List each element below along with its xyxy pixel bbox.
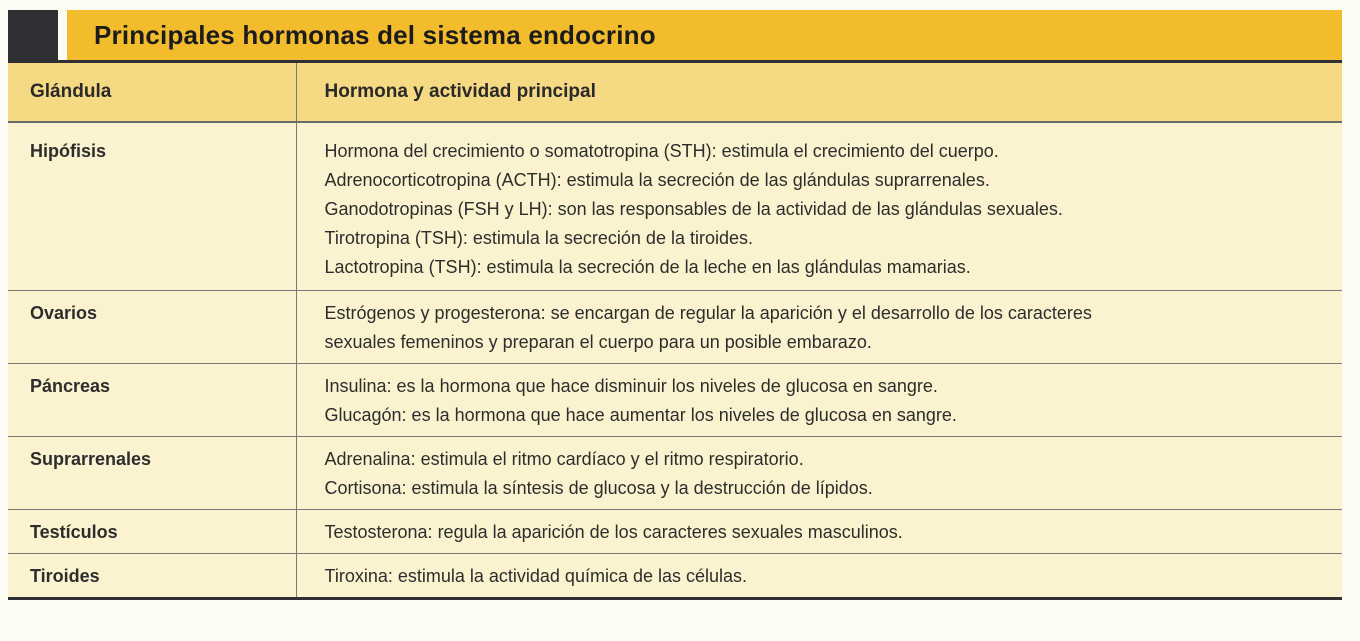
header-gland: Glándula — [8, 62, 296, 123]
table-row — [8, 364, 1342, 437]
table-row — [8, 437, 1342, 510]
hormone-line: Glucagón: es la hormona que hace aumentar los niveles de glucosa en sangre. — [324, 405, 957, 425]
hormone-line: Adrenocorticotropina (ACTH): estimula la secreción de las glándulas suprarrenales. — [324, 170, 990, 190]
table-header — [8, 62, 1342, 123]
hormone-line: Adrenalina: estimula el ritmo cardíaco y el ritmo respiratorio. — [324, 449, 804, 469]
hormone-cell — [296, 437, 1342, 510]
table-row — [8, 122, 1342, 291]
hormone-line: Ganodotropinas (FSH y LH): son las responsables de la actividad de las glándulas sexuales. — [324, 199, 1063, 219]
hormone-line: sexuales femeninos y preparan el cuerpo para un posible embarazo. — [324, 332, 872, 352]
gland-cell: Tiroides — [8, 554, 296, 599]
hormone-cell — [296, 122, 1342, 291]
title-bar — [8, 10, 1342, 60]
hormone-cell — [296, 364, 1342, 437]
hormone-cell — [296, 554, 1342, 599]
page-title: Principales hormonas del sistema endocrino — [94, 19, 656, 50]
gland-cell: Testículos — [8, 510, 296, 554]
hormone-table-container — [8, 60, 1342, 600]
title-banner — [67, 10, 1342, 60]
header-row — [8, 62, 1342, 123]
gland-cell: Páncreas — [8, 364, 296, 437]
hormone-line: Estrógenos y progesterona: se encargan de regular la aparición y el desarrollo de los caracteres — [324, 303, 1092, 323]
table-body — [8, 122, 1342, 599]
gland-cell: Hipófisis — [8, 122, 296, 291]
hormone-table — [8, 60, 1342, 600]
hormone-line: Hormona del crecimiento o somatotropina (STH): estimula el crecimiento del cuerpo. — [324, 141, 999, 161]
gland-cell: Suprarrenales — [8, 437, 296, 510]
table-row — [8, 510, 1342, 554]
hormone-line: Tirotropina (TSH): estimula la secreción de la tiroides. — [324, 228, 753, 248]
hormone-cell — [296, 510, 1342, 554]
table-row — [8, 554, 1342, 599]
hormone-cell — [296, 291, 1342, 364]
hormone-line: Insulina: es la hormona que hace disminuir los niveles de glucosa en sangre. — [324, 376, 938, 396]
hormone-line: Lactotropina (TSH): estimula la secreción de la leche en las glándulas mamarias. — [324, 257, 971, 277]
title-square-decoration — [8, 10, 58, 60]
gland-cell: Ovarios — [8, 291, 296, 364]
hormone-line: Cortisona: estimula la síntesis de glucosa y la destrucción de lípidos. — [324, 478, 873, 498]
table-row — [8, 291, 1342, 364]
hormone-line: Tiroxina: estimula la actividad química de las células. — [324, 566, 748, 586]
hormone-line: Testosterona: regula la aparición de los caracteres sexuales masculinos. — [324, 522, 903, 542]
header-hormone: Hormona y actividad principal — [296, 62, 1342, 123]
